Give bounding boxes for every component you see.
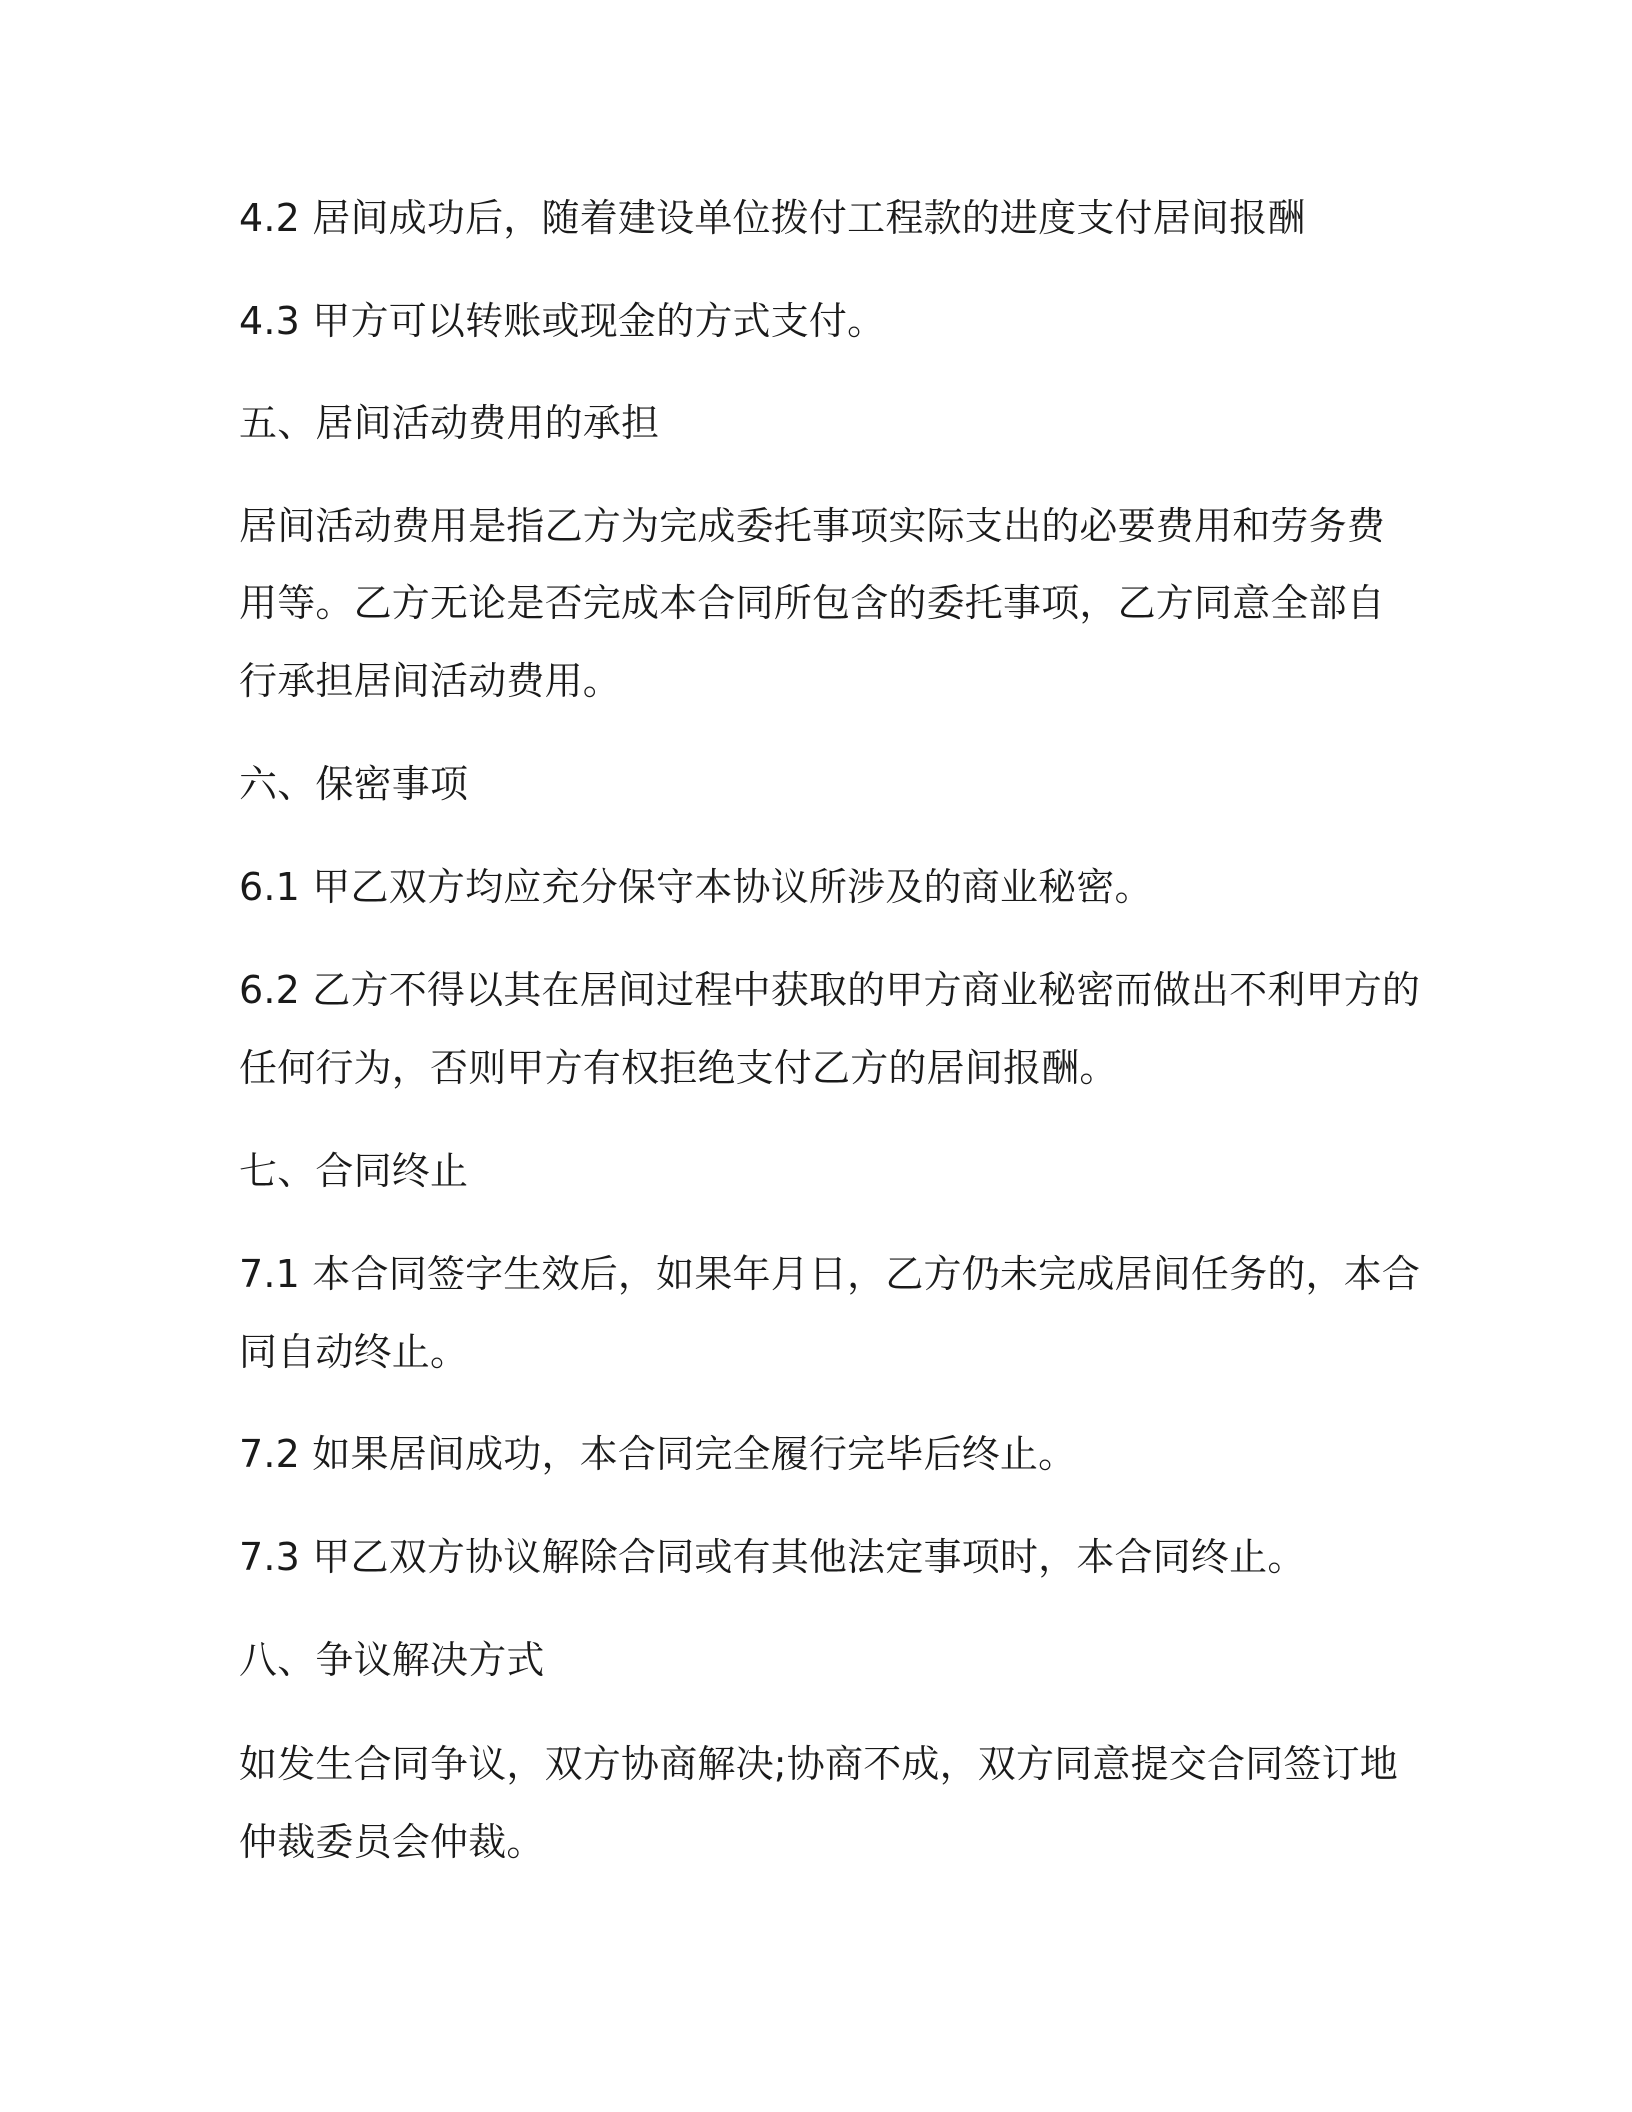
clause-6-2-line: 任何行为，否则甲方有权拒绝支付乙方的居间报酬。 [239,1046,1118,1090]
clause-7-1-line: 同自动终止。 [239,1330,469,1374]
section-5-paragraph-line: 用等。乙方无论是否完成本合同所包含的委托事项，乙方同意全部自 [239,581,1386,625]
section-5-paragraph-line: 居间活动费用是指乙方为完成委托事项实际支出的必要费用和劳务费 [239,504,1386,548]
section-8-paragraph-line: 如发生合同争议，双方协商解决;协商不成，双方同意提交合同签订地 [239,1742,1399,1786]
clause-4-2: 4.2 居间成功后，随着建设单位拨付工程款的进度支付居间报酬 [239,196,1306,240]
section-heading-6: 六、保密事项 [239,762,469,806]
clause-7-2: 7.2 如果居间成功，本合同完全履行完毕后终止。 [239,1432,1077,1476]
clause-6-1: 6.1 甲乙双方均应充分保守本协议所涉及的商业秘密。 [239,865,1153,909]
clause-4-3: 4.3 甲方可以转账或现金的方式支付。 [239,299,886,343]
section-heading-5: 五、居间活动费用的承担 [239,401,660,445]
clause-7-1-line: 7.1 本合同签字生效后，如果年月日，乙方仍未完成居间任务的，本合 [239,1252,1421,1296]
clause-7-3: 7.3 甲乙双方协议解除合同或有其他法定事项时，本合同终止。 [239,1535,1306,1579]
section-8-paragraph-line: 仲裁委员会仲裁。 [239,1820,545,1864]
section-heading-7: 七、合同终止 [239,1149,469,1193]
clause-6-2-line: 6.2 乙方不得以其在居间过程中获取的甲方商业秘密而做出不利甲方的 [239,968,1421,1012]
section-heading-8: 八、争议解决方式 [239,1638,545,1682]
section-5-paragraph-line: 行承担居间活动费用。 [239,659,622,703]
